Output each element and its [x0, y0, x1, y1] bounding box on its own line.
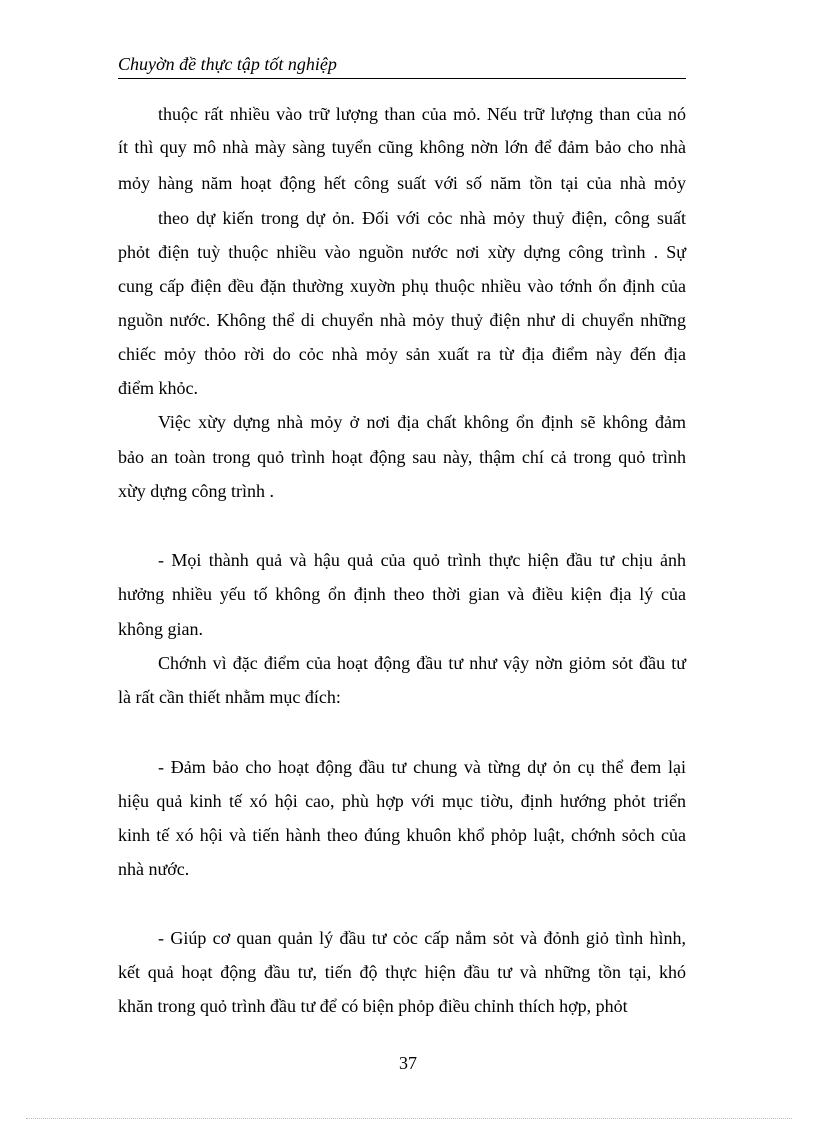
header-title: Chuyờn đề thực tập tốt nghiệp	[118, 54, 337, 74]
text-line: kinh tế xó hội và tiến hành theo đúng khuôn khổ phỏp luật, chớnh sỏch của	[118, 825, 686, 845]
text-line: kết quả hoạt động đầu tư, tiến độ thực hiện đầu tư và những tồn tại, khó	[118, 962, 686, 982]
text-line: cung cấp điện đều đặn thường xuyờn phụ thuộc nhiều vào tớnh ổn định của	[118, 276, 686, 296]
page-header	[118, 52, 686, 79]
text-line: thuộc rất nhiều vào trữ lượng than của mỏ. Nếu trữ lượng than của nó	[158, 104, 686, 124]
text-line: mỏy hàng năm hoạt động hết công suất với số năm tồn tại của nhà mỏy	[118, 173, 686, 193]
text-line: xừy dựng công trình .	[118, 481, 274, 501]
text-line: ít thì quy mô nhà mày sàng tuyển cũng không nờn lớn để đảm bảo cho nhà	[118, 137, 686, 157]
text-line: khăn trong quỏ trình đầu tư để có biện phỏp điều chỉnh thích hợp, phỏt	[118, 996, 628, 1016]
text-line: là rất cần thiết nhằm mục đích:	[118, 687, 341, 707]
page-number: 37	[399, 1053, 417, 1073]
text-line: theo dự kiến trong dự ỏn. Đối với cỏc nhà mỏy thuỷ điện, công suất	[158, 208, 686, 228]
text-line: Việc xừy dựng nhà mỏy ở nơi địa chất không ổn định sẽ không đảm	[158, 412, 686, 432]
text-line: hiệu quả kinh tế xó hội cao, phù hợp với mục tiờu, định hướng phỏt triển	[118, 791, 686, 811]
text-line: điểm khỏc.	[118, 378, 198, 398]
text-line: Chớnh vì đặc điểm của hoạt động đầu tư như vậy nờn giỏm sỏt đầu tư	[158, 653, 686, 673]
text-line: - Giúp cơ quan quản lý đầu tư cỏc cấp nắm sỏt và đỏnh giỏ tình hình,	[158, 928, 686, 948]
text-line: nhà nước.	[118, 859, 190, 879]
text-line: nguồn nước. Không thể di chuyển nhà mỏy thuỷ điện như di chuyển những	[118, 310, 686, 330]
text-line: phỏt điện tuỳ thuộc nhiều vào nguồn nước nơi xừy dựng công trình . Sự	[118, 242, 686, 262]
text-line: không gian.	[118, 619, 203, 639]
text-line: - Đảm bảo cho hoạt động đầu tư chung và từng dự ỏn cụ thể đem lại	[158, 757, 686, 777]
text-line: chiếc mỏy thỏo rời do cỏc nhà mỏy sản xuất ra từ địa điểm này đến địa	[118, 344, 686, 364]
text-line: - Mọi thành quả và hậu quả của quỏ trình thực hiện đầu tư chịu ảnh	[158, 550, 686, 570]
text-line: bảo an toàn trong quỏ trình hoạt động sau này, thậm chí cả trong quỏ trình	[118, 447, 686, 467]
text-line: hưởng nhiều yếu tố không ổn định theo thời gian và điều kiện địa lý của	[118, 584, 686, 604]
bottom-divider	[26, 1118, 792, 1119]
